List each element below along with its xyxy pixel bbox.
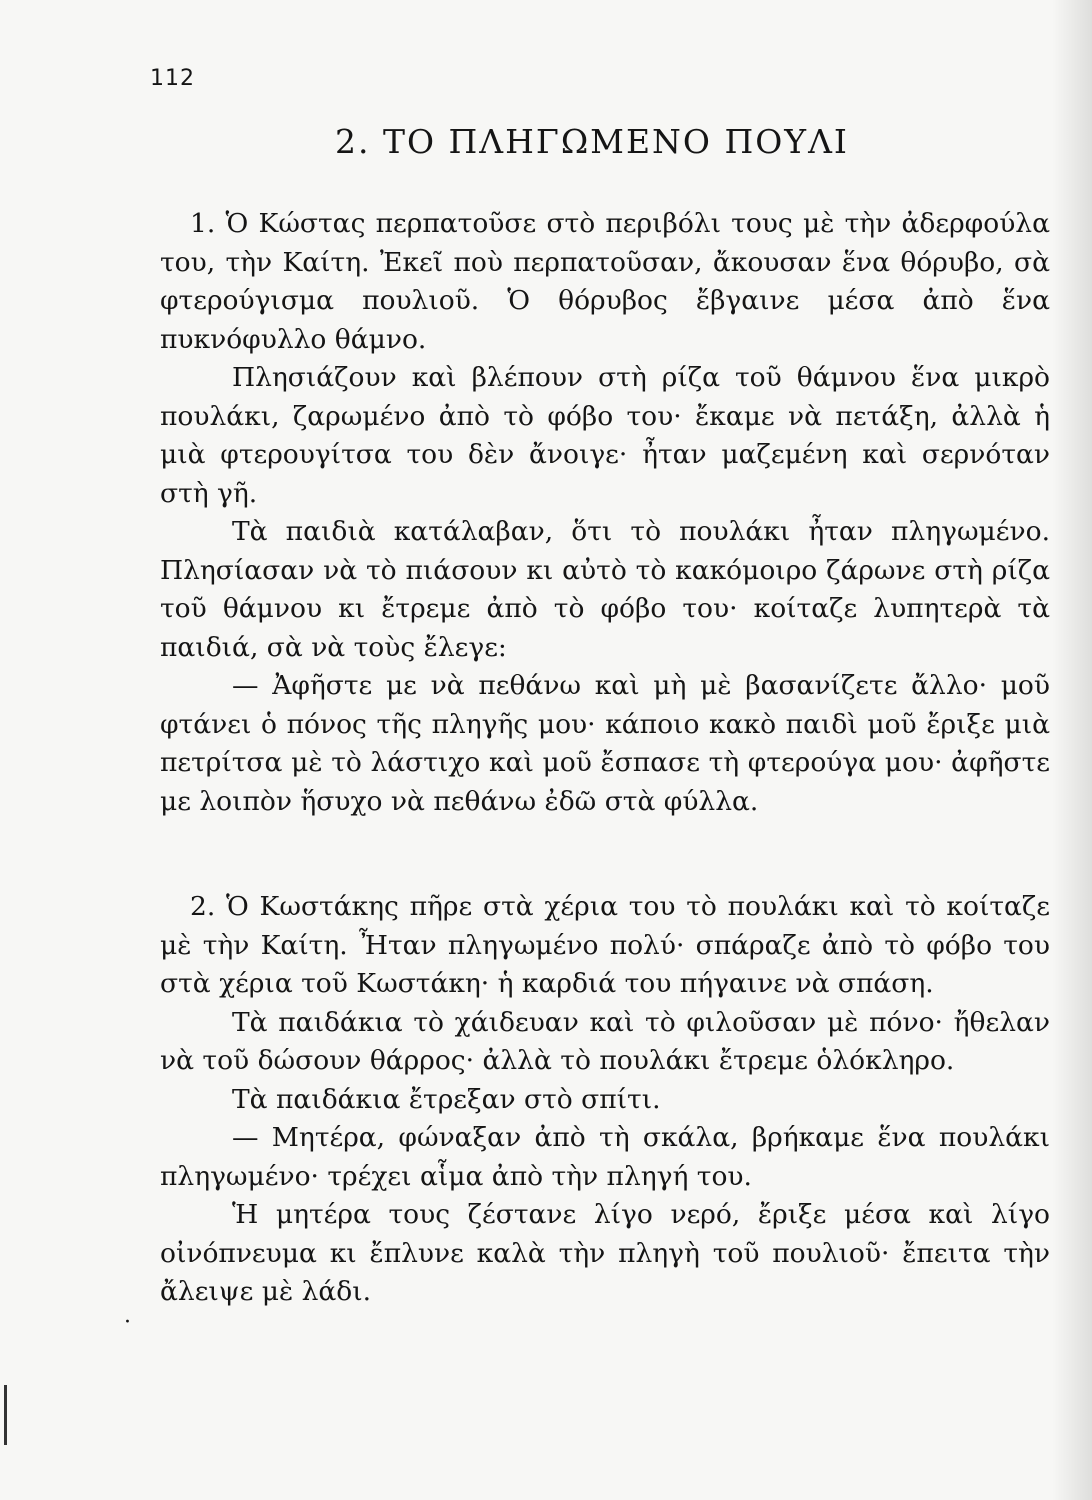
- binding-mark: [4, 1385, 7, 1445]
- paragraph: Πλησιάζουν καὶ βλέπουν στὴ ρίζα τοῦ θάμνου ἕνα μικρὸ πουλάκι, ζαρωμένο ἀπὸ τὸ φόβο του· ἔκαμε νὰ πετάξη, ἀλλὰ ἡ μιὰ φτερουγίτσα του δὲν ἄνοιγε· ἦταν μαζεμένη καὶ σερνόταν στὴ γῆ.: [160, 362, 1050, 509]
- paragraph: 2. Ὁ Κωστάκης πῆρε στὰ χέρια του τὸ πουλάκι καὶ τὸ κοίταζε μὲ τὴν Καίτη. Ἦταν πληγωμένο πολύ· σπάραζε ἀπὸ τὸ φόβο του στὰ χέρια τοῦ Κωστάκη· ἡ καρδιά του πήγαινε νὰ σπάση.: [160, 891, 1050, 999]
- paragraph: — Μητέρα, φώναξαν ἀπὸ τὴ σκάλα, βρήκαμε ἕνα πουλάκι πληγωμένο· τρέχει αἷμα ἀπὸ τὴν πληγή του.: [160, 1122, 1050, 1192]
- chapter-title: 2. ΤΟ ΠΛΗΓΩΜΕΝΟ ΠΟΥΛΙ: [335, 122, 849, 161]
- page-number: 112: [150, 66, 195, 91]
- paragraph: — Ἀφῆστε με νὰ πεθάνω καὶ μὴ μὲ βασανίζετε ἄλλο· μοῦ φτάνει ὁ πόνος τῆς πληγῆς μου· κάποιο κακὸ παιδὶ μοῦ ἔριξε μιὰ πετρίτσα μὲ τὸ λάστιχο καὶ μοῦ ἔσπασε τὴ φτερούγα μου· ἀφῆστε με λοιπὸν ἥσυχο νὰ πεθάνω ἐδῶ στὰ φύλλα.: [160, 670, 1050, 817]
- paragraph: Τὰ παιδάκια τὸ χάιδευαν καὶ τὸ φιλοῦσαν μὲ πόνο· ἤθελαν νὰ τοῦ δώσουν θάρρος· ἀλλὰ τὸ πουλάκι ἔτρεμε ὁλόκληρο.: [160, 1006, 1050, 1076]
- paragraph: Ἡ μητέρα τους ζέστανε λίγο νερό, ἔριξε μέσα καὶ λίγο οἰνόπνευμα κι ἔπλυνε καλὰ τὴν πληγὴ τοῦ πουλιοῦ· ἔπειτα τὴν ἄλειψε μὲ λάδι.: [160, 1199, 1050, 1307]
- margin-dot: ·: [124, 1310, 131, 1335]
- page-edge-shadow: [1052, 0, 1092, 1500]
- section-1: [160, 205, 1050, 821]
- paragraph: 1. Ὁ Κώστας περπατοῦσε στὸ περιβόλι τους μὲ τὴν ἀδερφούλα του, τὴν Καίτη. Ἐκεῖ ποὺ περπατοῦσαν, ἄκουσαν ἕνα θόρυβο, σὰ φτερούγισμα πουλιοῦ. Ὁ θόρυβος ἔβγαινε μέσα ἀπὸ ἕνα πυκνόφυλλο θάμνο.: [160, 208, 1050, 355]
- section-2: [160, 888, 1050, 1312]
- paragraph: Τὰ παιδάκια ἔτρεξαν στὸ σπίτι.: [232, 1083, 661, 1115]
- paragraph: Τὰ παιδιὰ κατάλαβαν, ὅτι τὸ πουλάκι ἦταν πληγωμένο. Πλησίασαν νὰ τὸ πιάσουν κι αὐτὸ τὸ κακόμοιρο ζάρωνε στὴ ρίζα τοῦ θάμνου κι ἔτρεμε ἀπὸ τὸ φόβο του· κοίταζε λυπητερὰ τὰ παιδιά, σὰ νὰ τοὺς ἔλεγε:: [160, 516, 1050, 663]
